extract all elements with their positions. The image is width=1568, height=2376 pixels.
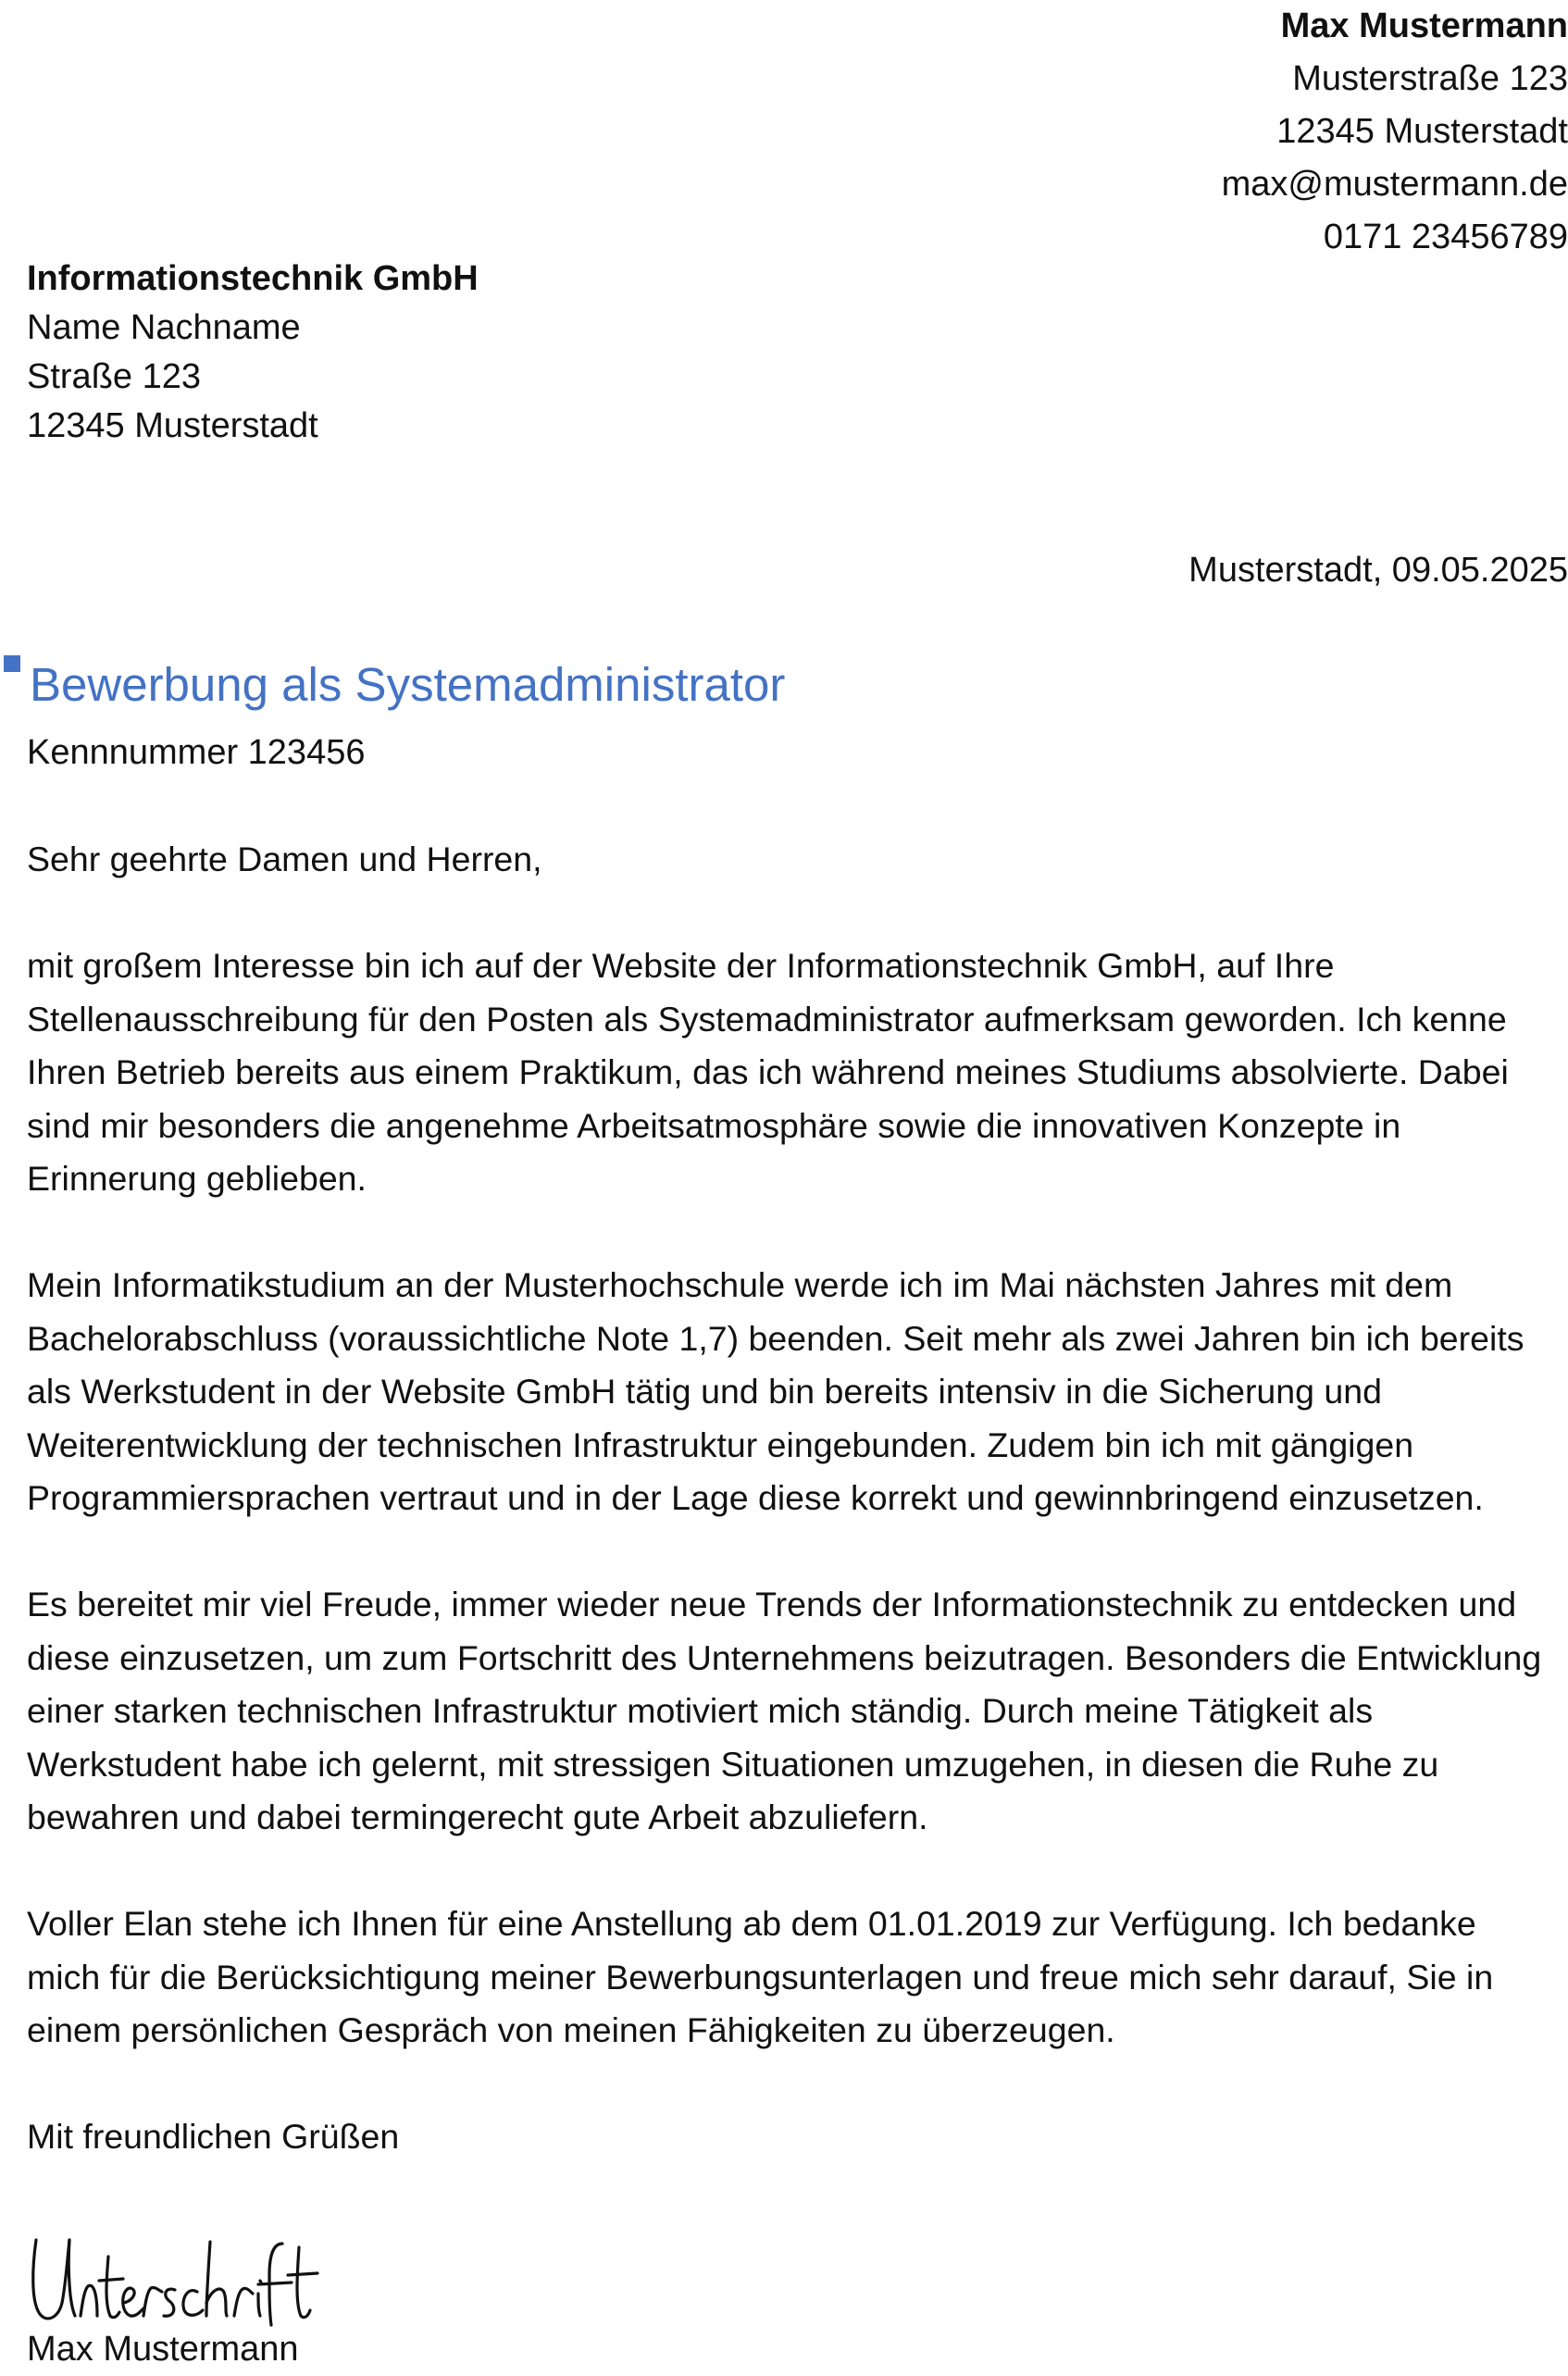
- salutation: Sehr geehrte Damen und Herren,: [27, 840, 542, 878]
- sender-phone: 0171 23456789: [1323, 218, 1568, 256]
- letter-date: Musterstadt, 09.05.2025: [1188, 551, 1568, 590]
- recipient-company: Informationstechnik GmbH: [27, 259, 479, 298]
- body-paragraph-2: Mein Informatikstudium an der Musterhochschule werde ich im Mai nächsten Jahres mit dem Bachelorabschluss (voraussichtliche Note 1,7) beenden. Seit mehr als zwei Jahren bin ich bereits als Werkstudent in der Website GmbH tätig und bin bereits intensiv in die Sicherung und Weiterentwicklung der technischen Infrastruktur eingebunden. Zudem bin ich mit gängigen Programmiersprachen vertraut und in der Lage diese korrekt und gewinnbringend einzusetzen.: [27, 1265, 1524, 1517]
- sender-city: 12345 Musterstadt: [1276, 112, 1568, 151]
- sender-street: Musterstraße 123: [1292, 59, 1568, 98]
- recipient-city: 12345 Musterstadt: [27, 406, 318, 445]
- recipient-street: Straße 123: [27, 357, 201, 396]
- signer-name: Max Mustermann: [27, 2330, 299, 2369]
- sender-address-block: [828, 0, 1568, 264]
- letter-body: [27, 833, 1545, 2217]
- recipient-address-block: [27, 255, 479, 451]
- closing: Mit freundlichen Grüßen: [27, 2117, 400, 2156]
- reference-number: Kennnummer 123456: [27, 733, 366, 772]
- recipient-contact: Name Nachname: [27, 308, 301, 347]
- heading-marker-icon: [4, 655, 20, 672]
- sender-email: max@mustermann.de: [1221, 165, 1568, 204]
- sender-name: Max Mustermann: [1280, 6, 1568, 45]
- letter-subject: Bewerbung als Systemadministrator: [30, 658, 786, 711]
- body-paragraph-3: Es bereitet mir viel Freude, immer wieder neue Trends der Informationstechnik zu entdecken und diese einzusetzen, um zum Fortschritt des Unternehmens beizutragen. Besonders die Entwicklung einer starken technischen Infrastruktur motiviert mich ständig. Durch meine Tätigkeit als Werkstudent habe ich gelernt, mit stressigen Situationen umzugehen, in diesen die Ruhe zu bewahren und dabei termingerecht gute Arbeit abzuliefern.: [27, 1585, 1542, 1836]
- body-paragraph-1: mit großem Interesse bin ich auf der Website der Informationstechnik GmbH, auf Ihre Stellenausschreibung für den Posten als Systemadministrator aufmerksam geworden. Ich kenne Ihren Betrieb bereits aus einem Praktikum, das ich während meines Studiums absolvierte. Dabei sind mir besonders die angenehme Arbeitsatmosphäre sowie die innovativen Konzepte in Erinnerung geblieben.: [27, 946, 1509, 1198]
- handwritten-signature: [27, 2229, 323, 2331]
- body-paragraph-4: Voller Elan stehe ich Ihnen für eine Anstellung ab dem 01.01.2019 zur Verfügung. Ich bedanke mich für die Berücksichtigung meiner Bewerbungsunterlagen und freue mich sehr darauf, Sie in einem persönlichen Gespräch von meinen Fähigkeiten zu überzeugen.: [27, 1904, 1494, 2049]
